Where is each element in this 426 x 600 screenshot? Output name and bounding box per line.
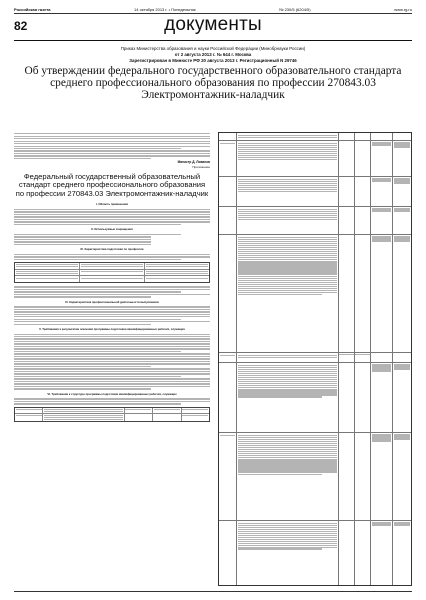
masthead: [14, 6, 412, 14]
masthead-issue: № 230/5 (6204/5): [279, 7, 311, 12]
minister-signature: Министр Д. Ливанов: [177, 160, 210, 165]
page-number: 82: [14, 19, 28, 33]
competencies-table: [218, 132, 412, 586]
section-heading-6: VI. Требования к структуре программы подготовки квалифицированных рабочих, служащих: [47, 391, 177, 396]
document-headline: Об утверждении федерального государственного образовательного стандарта среднего профессионального образования по профессии 270843.03 Электромонтажник-наладчик: [24, 65, 402, 102]
section-heading-1: I. Область применения: [96, 202, 128, 207]
training-period-table: [14, 262, 210, 283]
section-heading-5: V. Требования к результатам освоения программы подготовки квалифицированных рабочих, служащих: [39, 326, 185, 331]
section-heading-3: III. Характеристика подготовки по профессии: [80, 247, 144, 252]
order-line-3: Зарегистрирован в Минюсте РФ 20 августа 2013 г. Регистрационный N 29746: [129, 58, 297, 63]
order-line-1: Приказ Министерства образования и науки Российской Федерации (Минобрнауки России): [120, 46, 306, 51]
bottom-divider: [14, 591, 412, 592]
order-line-2: от 2 августа 2013 г. № 644 г. Москва: [174, 52, 252, 57]
right-column: [218, 132, 412, 586]
masthead-site: www.rg.ru: [394, 7, 412, 12]
section-heading-2: II. Используемые сокращения: [91, 227, 133, 232]
appendix-label: Приложение: [192, 164, 210, 169]
program-structure-table: [14, 407, 210, 423]
standard-title: Федеральный государственный образовательный стандарт среднего профессионального образования по профессии 270843.03 Электромонтажник-наладчик: [15, 171, 209, 198]
intro-paragraph: [14, 133, 210, 159]
masthead-date: 14 октября 2013 г. • Понедельник: [134, 7, 196, 12]
order-header: [30, 46, 396, 64]
section-heading-4: IV. Характеристика профессиональной деятельности выпускников: [65, 299, 159, 304]
section-divider: [14, 40, 412, 41]
section-title: документы: [164, 14, 262, 35]
left-column: [14, 132, 210, 425]
masthead-paper: Российская газета: [14, 7, 51, 12]
